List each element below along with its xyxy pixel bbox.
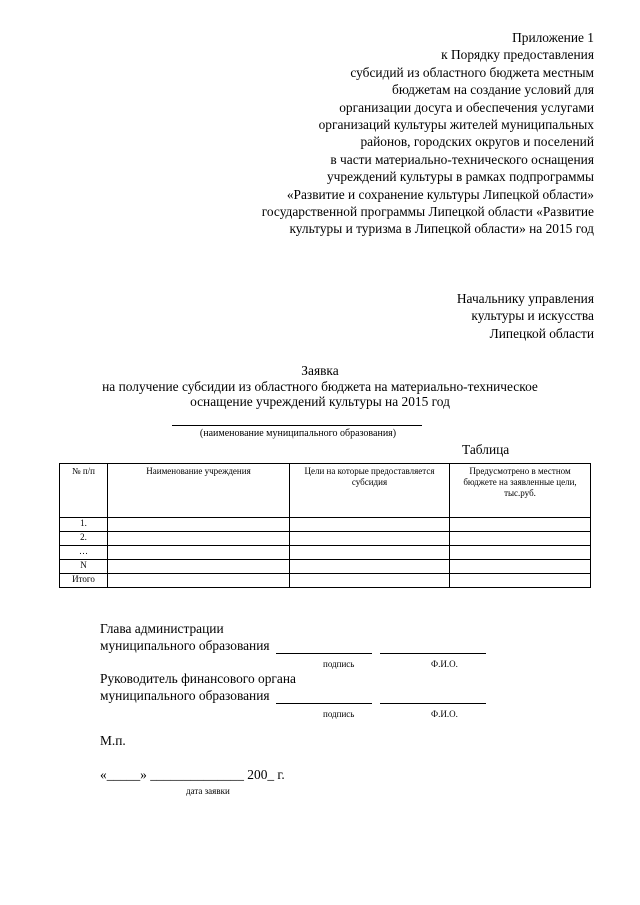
table-row xyxy=(60,546,591,560)
header-institution: Наименование учреждения xyxy=(108,464,290,518)
cell-budget xyxy=(450,518,591,532)
municipality-blank-line xyxy=(172,425,422,426)
cell-budget xyxy=(450,574,591,588)
row-number: 2. xyxy=(60,532,108,546)
cell-institution xyxy=(108,532,290,546)
signature-caption: подпись xyxy=(323,709,355,719)
table-row xyxy=(60,532,591,546)
appendix-line: районов, городских округов и поселений xyxy=(360,134,594,150)
head-title-line2: муниципального образования xyxy=(100,638,270,653)
name-blank xyxy=(380,690,486,704)
appendix-line: бюджетам на создание условий для xyxy=(392,82,594,98)
cell-purpose xyxy=(290,546,450,560)
signature-blank xyxy=(276,690,372,704)
addressee-line: Липецкой области xyxy=(489,325,594,341)
date-line: «_____» ______________ 200_ г. xyxy=(100,767,285,782)
table-total-row xyxy=(60,574,591,588)
appendix-line: Приложение 1 xyxy=(512,30,594,45)
appendix-line: культуры и туризма в Липецкой области» на 2015 год xyxy=(289,221,594,237)
subsidy-table xyxy=(59,463,591,588)
addressee-line: культуры и искусства xyxy=(471,308,594,324)
appendix-header xyxy=(174,29,594,238)
name-caption: Ф.И.О. xyxy=(431,709,458,719)
table-header-row xyxy=(60,464,591,518)
appendix-line: организаций культуры жителей муниципальных xyxy=(318,117,594,133)
appendix-line: к Порядку предоставления xyxy=(441,47,594,63)
table-label: Таблица xyxy=(462,442,510,457)
request-subtitle: на получение субсидии из областного бюджета на материально-техническое xyxy=(102,378,538,394)
request-subtitle: оснащение учреждений культуры на 2015 год xyxy=(190,394,450,409)
row-number: 1. xyxy=(60,518,108,532)
row-total-label: Итого xyxy=(60,574,108,588)
appendix-line: организации досуга и обеспечения услугами xyxy=(339,99,594,115)
signature-block xyxy=(100,620,540,720)
request-title-block xyxy=(40,363,600,410)
appendix-line: в части материально-технического оснащения xyxy=(330,151,594,167)
finance-title-line2: муниципального образования xyxy=(100,688,270,703)
finance-head-title: Руководитель финансового органа xyxy=(100,671,296,686)
date-caption: дата заявки xyxy=(186,786,230,796)
finance-signature-captions xyxy=(100,704,540,720)
cell-budget xyxy=(450,532,591,546)
cell-purpose xyxy=(290,560,450,574)
cell-budget xyxy=(450,560,591,574)
municipality-caption: (наименование муниципального образования) xyxy=(199,428,397,439)
table-row xyxy=(60,518,591,532)
header-purpose: Цели на которые предоставляется субсидия xyxy=(290,464,450,518)
head-signature-captions xyxy=(100,654,540,670)
signature-caption: подпись xyxy=(323,659,355,669)
head-signature-row xyxy=(100,637,540,654)
name-blank xyxy=(380,640,486,654)
cell-institution xyxy=(108,518,290,532)
row-number: N xyxy=(60,560,108,574)
head-title: Глава администрации xyxy=(100,621,224,636)
header-budget: Предусмотрено в местном бюджете на заявленные цели, тыс.руб. xyxy=(450,464,591,518)
cell-institution xyxy=(108,574,290,588)
appendix-line: субсидий из областного бюджета местным xyxy=(350,64,594,80)
appendix-line: «Развитие и сохранение культуры Липецкой области» xyxy=(286,186,594,202)
addressee-line: Начальнику управления xyxy=(456,291,594,306)
cell-budget xyxy=(450,546,591,560)
row-number: … xyxy=(60,546,108,560)
appendix-line: учреждений культуры в рамках подпрограммы xyxy=(326,169,594,185)
name-caption: Ф.И.О. xyxy=(431,659,458,669)
cell-institution xyxy=(108,560,290,574)
request-title: Заявка xyxy=(301,363,339,378)
appendix-line: государственной программы Липецкой области «Развитие xyxy=(261,204,594,220)
cell-purpose xyxy=(290,532,450,546)
cell-institution xyxy=(108,546,290,560)
cell-purpose xyxy=(290,574,450,588)
cell-purpose xyxy=(290,518,450,532)
signature-blank xyxy=(276,640,372,654)
header-number: № п/п xyxy=(60,464,108,518)
table-row xyxy=(60,560,591,574)
stamp-place: М.п. xyxy=(100,733,126,748)
finance-signature-row xyxy=(100,687,540,704)
addressee-block xyxy=(294,290,594,342)
